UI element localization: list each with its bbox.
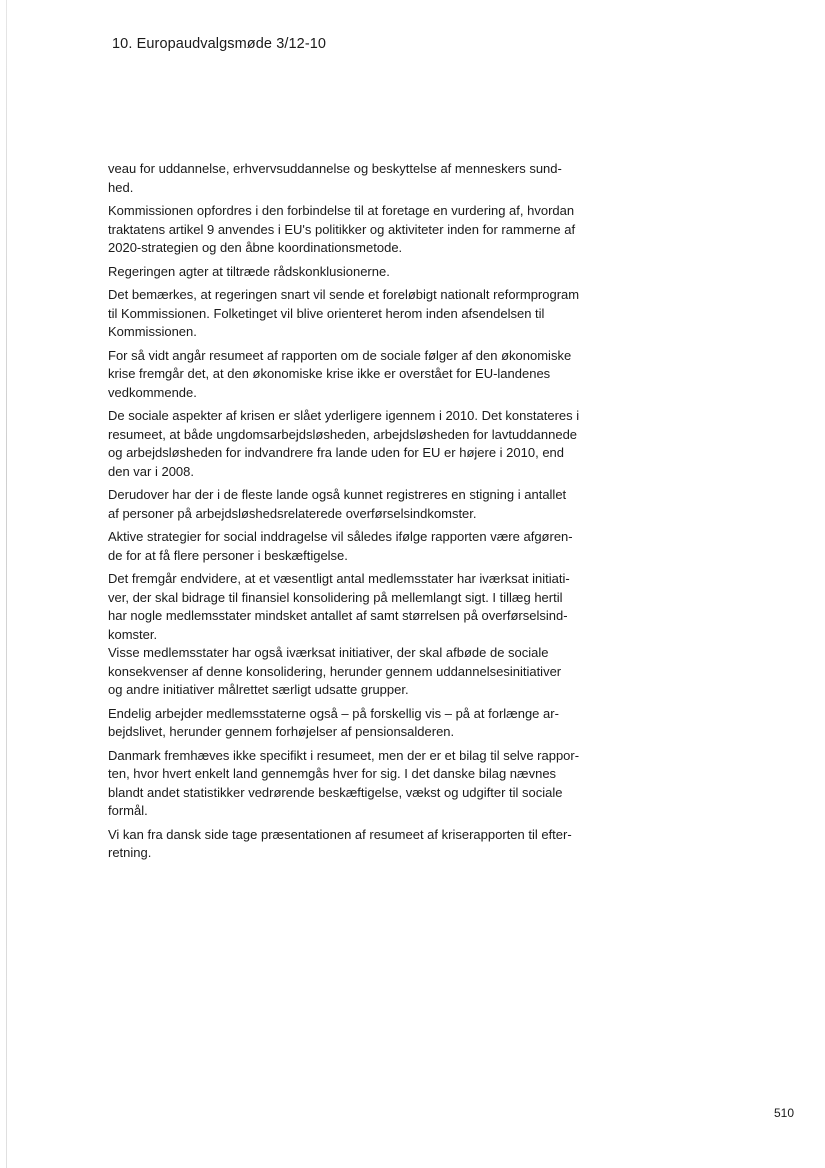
paragraph-4: Det bemærkes, at regeringen snart vil sende et foreløbigt nationalt reformprogram til Kommissionen. Folketinget vil blive orienteret herom inden afsendelsen til Kommissionen. (108, 287, 580, 339)
paragraph-13: Vi kan fra dansk side tage præsentationen af resumeet af kriserapporten til efter- retning. (108, 826, 572, 860)
paragraph-3: Regeringen agter at tiltræde rådskonklusionerne. (108, 263, 390, 279)
paragraph-6: De sociale aspekter af krisen er slået yderligere igennem i 2010. Det konstateres i resumeet, at både ungdomsarbejdsløsheden, arbejdsløsheden for lavtuddannede og arbejdsløsheden for indvandrere fra lande uden for EU er højere i 2010, end den var i 2008. (108, 408, 580, 479)
paragraph-11: Endelig arbejder medlemsstaterne også – på forskellig vis – på at forlænge ar- bejdslivet, herunder gennem forhøjelser af pensionsalderen. (108, 705, 559, 739)
paragraph-1: veau for uddannelse, erhvervsuddannelse og beskyttelse af menneskers sund- hed. (108, 161, 562, 195)
paragraph-10: Visse medlemsstater har også iværksat initiativer, der skal afbøde de sociale konsekvenser af denne konsolidering, herunder gennem uddannelsesinitiativer og andre initiativer målrettet særligt udsatte grupper. (108, 645, 562, 697)
paragraph-8: Aktive strategier for social inddragelse vil således ifølge rapporten være afgøren- de for at få flere personer i beskæftigelse. (108, 529, 573, 563)
paragraph-7: Derudover har der i de fleste lande også kunnet registreres en stigning i antallet af personer på arbejdsløshedsrelaterede overførselsindkomster. (108, 487, 567, 521)
page-header-title: 10. Europaudvalgsmøde 3/12-10 (112, 36, 327, 52)
paragraph-5: For så vidt angår resumeet af rapporten om de sociale følger af den økonomiske krise fremgår det, at den økonomiske krise ikke er overstået for EU-landenes vedkommende. (108, 347, 572, 400)
scan-edge-line (6, 0, 7, 1168)
document-body (108, 160, 594, 868)
paragraph-9: Det fremgår endvidere, at et væsentligt antal medlemsstater har iværksat initiati- ver, der skal bidrage til finansiel konsolidering på mellemlangt sigt. I tillæg hertil har nogle medlemsstater mindsket antallet af samt størrelsen på overførselsind- komster. (108, 571, 570, 642)
paragraph-2: Kommissionen opfordres i den forbindelse til at foretage en vurdering af, hvordan traktatens artikel 9 anvendes i EU's politikker og aktiviteter inden for rammerne af 2020-strategien og den åbne koordinationsmetode. (108, 203, 576, 255)
page-number: 510 (774, 1106, 795, 1120)
paragraph-12: Danmark fremhæves ikke specifikt i resumeet, men der er et bilag til selve rappor- ten, hvor hvert enkelt land gennemgås hver for sig. I det danske bilag nævnes blandt andet statistikker vedrørende beskæftigelse, vækst og udgifter til sociale formål. (108, 747, 580, 818)
